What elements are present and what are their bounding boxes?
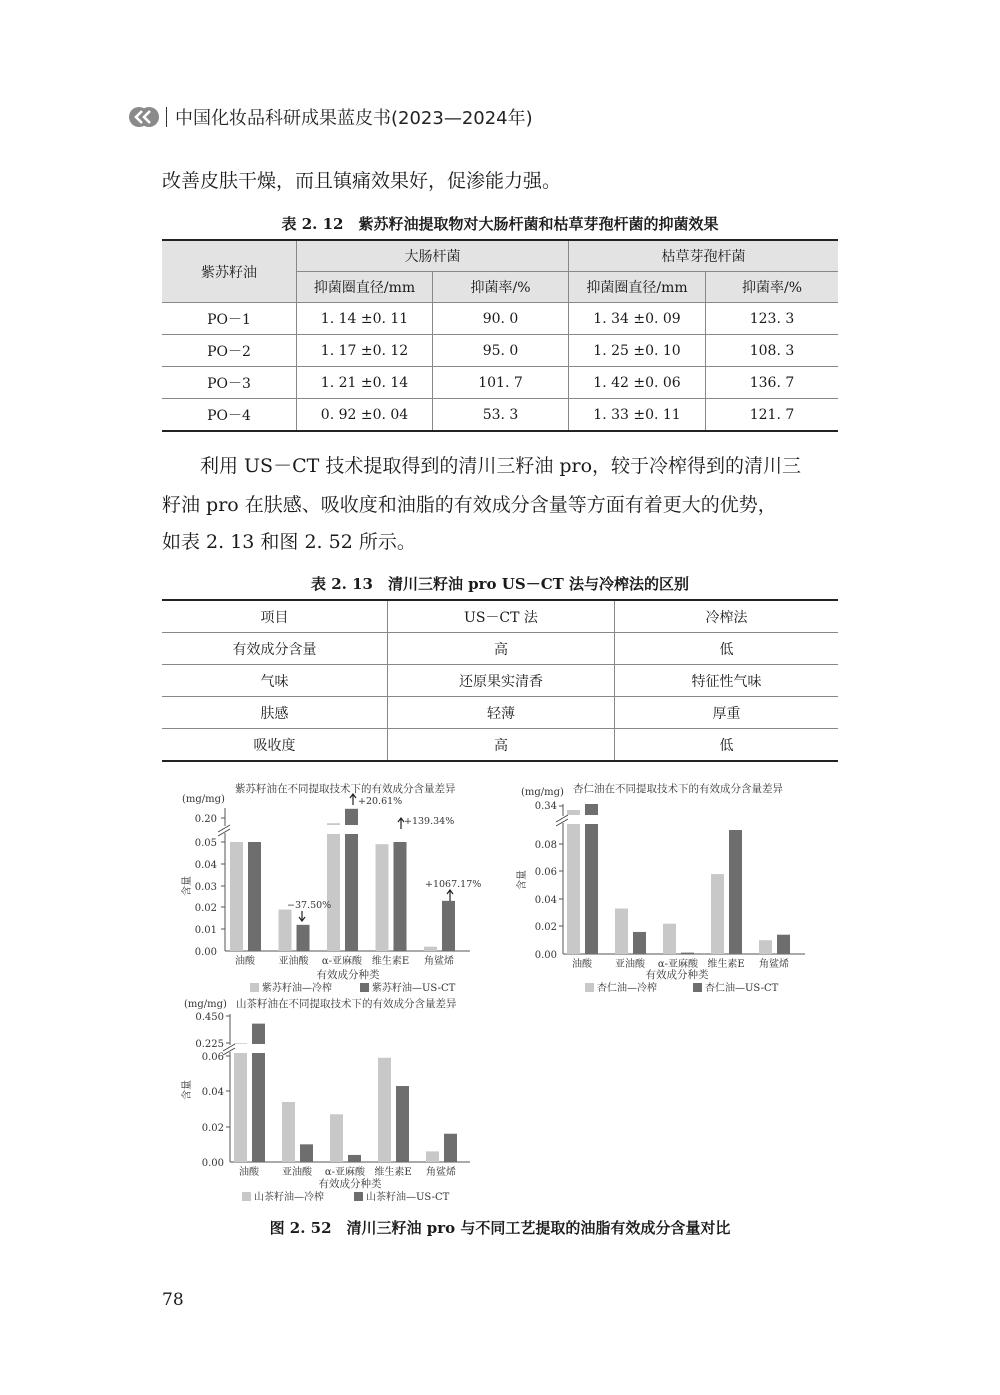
bar (585, 804, 598, 954)
table2-method-comparison (162, 599, 838, 762)
table-cell: 1. 14 ±0. 11 (297, 303, 433, 335)
bar (729, 830, 742, 954)
legend-swatch (250, 983, 259, 992)
bar (444, 1134, 457, 1162)
annotation: +20.61% (358, 796, 403, 807)
table1-group-bsubtilis: 枯草芽孢杆菌 (569, 240, 839, 272)
table-cell: 肤感 (162, 697, 388, 729)
x-tick-label: α-亚麻酸 (321, 956, 363, 967)
y-tick: 0.00 (201, 1158, 224, 1169)
x-axis-label: 有效成分种类 (318, 1178, 382, 1190)
annotation: +1067.17% (425, 879, 482, 890)
legend-label: 紫苏籽油—US-CT (372, 983, 456, 994)
bar (633, 932, 646, 954)
legend-swatch (354, 1192, 363, 1201)
bar (248, 842, 261, 951)
bar (759, 940, 772, 954)
table1-subheader: 抑菌圈直径/mm (569, 272, 706, 303)
y-tick: 0.08 (534, 840, 557, 851)
table-cell: 厚重 (615, 697, 839, 729)
x-tick-label: 角鲨烯 (424, 956, 454, 967)
legend-label: 山茶籽油—US-CT (366, 1192, 450, 1203)
chart-apricot-oil (515, 778, 835, 1000)
chart-perilla-oil (170, 778, 515, 1000)
chart-unit: (mg/mg) (184, 999, 227, 1010)
table1-subheader: 抑菌率/% (433, 272, 569, 303)
bar (297, 925, 310, 951)
legend-swatch (693, 983, 702, 992)
bar (376, 844, 389, 951)
y-tick-upper: 0.225 (195, 1039, 224, 1050)
table1-subheader: 抑菌率/% (706, 272, 839, 303)
table-cell: PO－1 (162, 303, 297, 335)
table-cell: 53. 3 (433, 399, 569, 432)
chart-camellia-oil (170, 994, 515, 1206)
table-cell: 1. 21 ±0. 14 (297, 367, 433, 399)
table-cell: 轻薄 (388, 697, 615, 729)
chart-unit: (mg/mg) (182, 794, 225, 805)
bar (615, 909, 628, 954)
legend-swatch (360, 983, 369, 992)
bars-layer (567, 804, 790, 954)
table-cell: 90. 0 (433, 303, 569, 335)
table-cell: 1. 42 ±0. 06 (569, 367, 706, 399)
bar (378, 1058, 391, 1162)
y-tick: 0.01 (194, 925, 217, 936)
legend (585, 981, 779, 994)
y-tick: 0.02 (194, 903, 217, 914)
table-header-cell: US－CT 法 (388, 600, 615, 633)
y-axis-label: 含量 (182, 876, 193, 896)
table-cell: 低 (615, 729, 839, 762)
y-tick-upper: 0.450 (195, 1012, 224, 1023)
table-cell: 1. 34 ±0. 09 (569, 303, 706, 335)
table-cell: PO－3 (162, 367, 297, 399)
legend (250, 981, 456, 994)
table-row (162, 729, 838, 762)
x-tick-label: 维生素E (371, 956, 410, 967)
table-cell: 121. 7 (706, 399, 839, 432)
legend (242, 1190, 450, 1203)
y-axis-label: 含量 (517, 870, 528, 890)
paragraph-intro: 改善皮肤干燥，而且镇痛效果好，促渗能力强。 (162, 170, 562, 192)
table-cell: 136. 7 (706, 367, 839, 399)
legend-swatch (585, 983, 594, 992)
paragraph-line: 籽油 pro 在肤感、吸收度和油脂的有效成分含量等方面有着更大的优势， (162, 494, 777, 516)
bar-break-gap (584, 815, 599, 824)
bar (567, 810, 580, 954)
bar-break-gap (566, 815, 581, 824)
y-tick-upper: 0.34 (534, 801, 557, 812)
table1-subheader: 抑菌圈直径/mm (297, 272, 433, 303)
table-cell: 108. 3 (706, 335, 839, 367)
table-cell: PO－2 (162, 335, 297, 367)
x-tick-label: 角鲨烯 (426, 1167, 456, 1178)
y-tick: 0.06 (201, 1052, 224, 1063)
bar (663, 924, 676, 954)
table1-group-ecoli: 大肠杆菌 (297, 240, 569, 272)
y-tick: 0.00 (194, 947, 217, 958)
x-tick-label: 角鲨烯 (759, 959, 789, 970)
legend-swatch (242, 1192, 251, 1201)
table-cell: 还原果实清香 (388, 665, 615, 697)
header-title: 中国化妆品科研成果蓝皮书(2023—2024年) (175, 108, 533, 129)
x-tick-label: 亚油酸 (278, 956, 309, 967)
bar (681, 953, 694, 954)
y-tick-upper: 0.20 (194, 814, 217, 825)
table-cell: 0. 92 ±0. 04 (297, 399, 433, 432)
annotation: −37.50% (287, 900, 332, 911)
y-tick: 0.03 (194, 882, 217, 893)
y-tick: 0.04 (194, 860, 217, 871)
x-tick-label: 亚油酸 (282, 1167, 312, 1178)
page-number: 78 (162, 1290, 184, 1310)
table-row (162, 303, 838, 335)
legend-label: 杏仁油—US-CT (705, 983, 779, 994)
table-cell: 高 (388, 729, 615, 762)
table-cell: 有效成分含量 (162, 633, 388, 665)
x-tick-label: 亚油酸 (615, 959, 645, 970)
table1-caption: 表 2. 12 紫苏籽油提取物对大肠杆菌和枯草芽孢杆菌的抑菌效果 (281, 215, 719, 233)
chart-title: 紫苏籽油在不同提取技术下的有效成分含量差异 (235, 783, 456, 795)
x-tick-layer (235, 954, 454, 967)
table-cell: 1. 33 ±0. 11 (569, 399, 706, 432)
bar (282, 1102, 295, 1162)
bar (300, 1144, 313, 1162)
x-tick-label: 油酸 (239, 1167, 259, 1178)
y-tick: 0.02 (534, 922, 557, 933)
table-cell: PO－4 (162, 399, 297, 432)
y-tick: 0.06 (534, 867, 557, 878)
header-divider (166, 107, 167, 127)
annotation: +139.34% (404, 816, 455, 827)
table-row (162, 633, 838, 665)
table-row (162, 665, 838, 697)
bar (348, 1155, 361, 1162)
y-tick: 0.04 (201, 1087, 224, 1098)
x-tick-label: α-亚麻酸 (324, 1167, 366, 1178)
bar (279, 910, 292, 951)
table-cell: 101. 7 (433, 367, 569, 399)
table-row (162, 367, 838, 399)
x-axis-label: 有效成分种类 (316, 969, 380, 981)
table-row (162, 697, 838, 729)
bar-break-gap (251, 1044, 266, 1053)
bar-break-gap (233, 1044, 248, 1053)
table-cell: 1. 25 ±0. 10 (569, 335, 706, 367)
chart-title: 山茶籽油在不同提取技术下的有效成分含量差异 (236, 998, 457, 1010)
x-axis-label: 有效成分种类 (645, 969, 709, 981)
bar (234, 1043, 247, 1162)
table-row (162, 335, 838, 367)
arrow-up-icon (447, 890, 453, 901)
paragraph-line: 利用 US－CT 技术提取得到的清川三籽油 pro，较于冷榨得到的清川三 (200, 455, 802, 477)
bar (711, 874, 724, 954)
table-header-cell: 冷榨法 (615, 600, 839, 633)
paragraph-line: 如表 2. 13 和图 2. 52 所示。 (162, 531, 416, 553)
double-chevron-left-icon (128, 106, 160, 128)
table-cell: 1. 17 ±0. 12 (297, 335, 433, 367)
bar (426, 1151, 439, 1162)
y-tick: 0.00 (534, 950, 557, 961)
arrow-up-icon (350, 794, 356, 805)
running-header (128, 102, 533, 132)
table-header-row (162, 600, 838, 633)
table-header-cell: 项目 (162, 600, 388, 633)
bar-break-gap (326, 825, 341, 834)
bar (442, 901, 455, 951)
y-tick: 0.05 (194, 838, 217, 849)
bars-layer (234, 1024, 457, 1162)
bar (327, 823, 340, 951)
bar (424, 947, 437, 951)
table-cell: 95. 0 (433, 335, 569, 367)
legend-label: 紫苏籽油—冷榨 (262, 983, 332, 994)
bar (230, 842, 243, 951)
table-cell: 气味 (162, 665, 388, 697)
y-axis-label: 含量 (182, 1080, 193, 1100)
table2-caption: 表 2. 13 清川三籽油 pro US－CT 法与冷榨法的区别 (310, 575, 690, 593)
table-cell: 123. 3 (706, 303, 839, 335)
x-tick-label: α-亚麻酸 (657, 959, 699, 970)
legend-label: 杏仁油—冷榨 (597, 983, 657, 994)
chart-title: 杏仁油在不同提取技术下的有效成分含量差异 (573, 783, 783, 795)
x-tick-label: 油酸 (572, 959, 592, 970)
table1-col0-header: 紫苏籽油 (162, 240, 297, 303)
table1-antibacterial (162, 239, 838, 432)
y-tick: 0.02 (201, 1123, 224, 1134)
x-tick-label: 维生素E (374, 1167, 412, 1178)
arrow-down-icon (299, 911, 305, 921)
figure-caption: 图 2. 52 清川三籽油 pro 与不同工艺提取的油脂有效成分含量对比 (269, 1219, 731, 1237)
x-tick-layer (239, 1165, 456, 1178)
table-row (162, 399, 838, 432)
bar-break-gap (344, 825, 359, 834)
x-tick-label: 维生素E (707, 959, 745, 970)
table-cell: 高 (388, 633, 615, 665)
bar (777, 935, 790, 954)
y-tick: 0.04 (534, 895, 557, 906)
table-cell: 特征性气味 (615, 665, 839, 697)
bar (330, 1114, 343, 1162)
x-tick-label: 油酸 (235, 956, 255, 967)
bar (394, 842, 407, 951)
chart-unit: (mg/mg) (521, 787, 564, 798)
bars-layer (230, 809, 455, 951)
table-cell: 吸收度 (162, 729, 388, 762)
bar (396, 1086, 409, 1162)
table-cell: 低 (615, 633, 839, 665)
legend-label: 山茶籽油—冷榨 (254, 1192, 324, 1203)
